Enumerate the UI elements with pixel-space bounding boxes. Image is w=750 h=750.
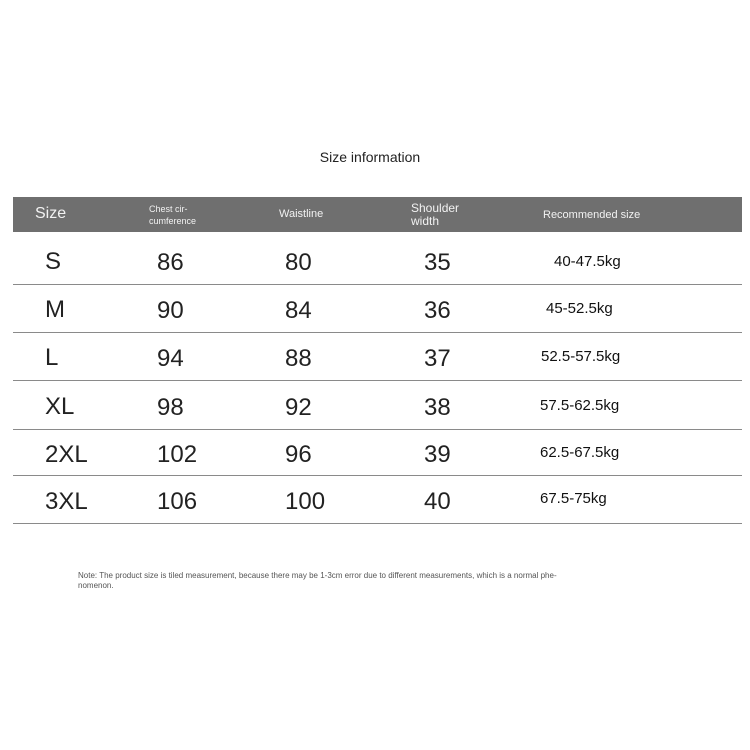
cell-recommended: 57.5-62.5kg xyxy=(540,397,620,414)
cell-waistline: 92 xyxy=(285,394,312,421)
cell-size: L xyxy=(45,344,59,371)
cell-size: S xyxy=(45,248,62,275)
cell-shoulder: 36 xyxy=(424,297,451,324)
header-recommended-size: Recommended size xyxy=(543,209,641,221)
cell-waistline: 84 xyxy=(285,297,312,324)
cell-chest: 102 xyxy=(157,441,198,468)
cell-waistline: 80 xyxy=(285,249,312,276)
header-shoulder-width: Shoulder width xyxy=(411,201,460,228)
measurement-note: Note: The product size is tiled measurement, because there may be 1-3cm error due to different measurements, which is a normal phe- nomenon. xyxy=(78,571,557,590)
table-row xyxy=(13,476,742,524)
cell-shoulder: 38 xyxy=(424,394,451,421)
cell-shoulder: 39 xyxy=(424,441,451,468)
cell-chest: 106 xyxy=(157,488,198,515)
cell-shoulder: 35 xyxy=(424,249,451,276)
table-row xyxy=(13,381,742,430)
cell-recommended: 40-47.5kg xyxy=(554,253,621,270)
cell-chest: 94 xyxy=(157,345,184,372)
cell-size: XL xyxy=(45,393,75,420)
table-header xyxy=(13,197,742,232)
table-row xyxy=(13,285,742,333)
cell-waistline: 96 xyxy=(285,441,312,468)
header-waistline: Waistline xyxy=(279,208,324,220)
cell-size: 2XL xyxy=(45,441,88,468)
cell-waistline: 88 xyxy=(285,345,312,372)
cell-chest: 90 xyxy=(157,297,184,324)
cell-recommended: 52.5-57.5kg xyxy=(541,348,621,365)
cell-size: M xyxy=(45,296,65,323)
table-row xyxy=(13,233,742,285)
cell-chest: 98 xyxy=(157,394,184,421)
header-size: Size xyxy=(35,205,67,222)
header-chest: Chest cir- cumference xyxy=(149,204,197,226)
cell-shoulder: 40 xyxy=(424,488,451,515)
cell-recommended: 62.5-67.5kg xyxy=(540,444,620,461)
cell-size: 3XL xyxy=(45,488,88,515)
table-row xyxy=(13,333,742,381)
cell-waistline: 100 xyxy=(285,488,326,515)
cell-recommended: 67.5-75kg xyxy=(540,490,607,507)
cell-shoulder: 37 xyxy=(424,345,451,372)
table-row xyxy=(13,430,742,476)
cell-chest: 86 xyxy=(157,249,184,276)
cell-recommended: 45-52.5kg xyxy=(546,300,613,317)
page-title: Size information xyxy=(319,149,421,165)
